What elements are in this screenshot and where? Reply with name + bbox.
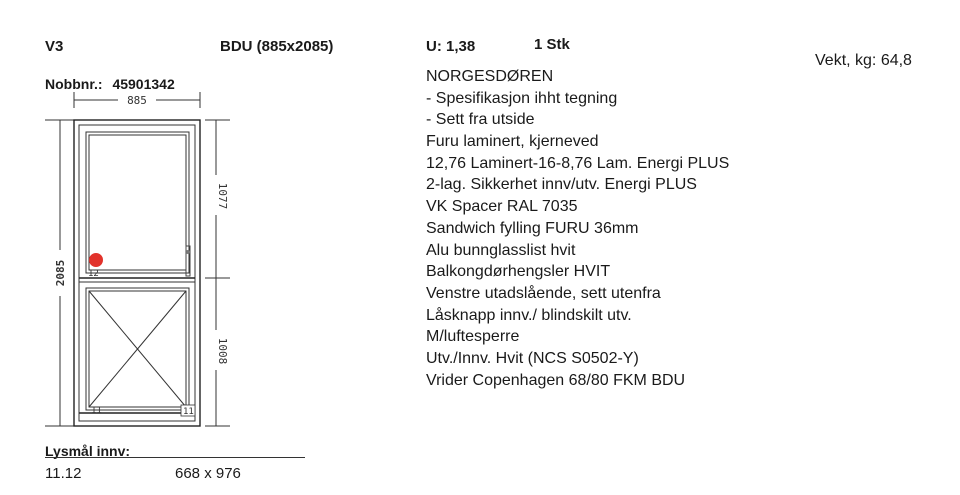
spec-line: Alu bunnglasslist hvit: [426, 241, 576, 259]
bottom-left-code: 11: [91, 406, 102, 416]
clear-opening-title: Lysmål innv:: [45, 443, 131, 459]
width-label: 885: [127, 94, 147, 107]
upper-section-label: 1077: [216, 182, 229, 210]
product-title: BDU (885x2085): [220, 38, 334, 55]
height-dimension: [45, 120, 74, 426]
door-drawing: [0, 0, 330, 440]
spec-line: Vrider Copenhagen 68/80 FKM BDU: [426, 371, 686, 389]
spec-line: - Spesifikasjon ihht tegning: [426, 89, 618, 107]
position-code: V3: [45, 38, 64, 55]
spec-line: Venstre utadslående, sett utenfra: [426, 284, 661, 302]
spec-line: Utv./Innv. Hvit (NCS S0502-Y): [426, 349, 639, 367]
spec-line: Furu laminert, kjerneved: [426, 133, 599, 151]
marker-label: 12: [88, 269, 99, 279]
height-label: 2085: [54, 259, 67, 287]
spec-line: VK Spacer RAL 7035: [426, 198, 578, 216]
quantity: 1 Stk: [534, 36, 570, 53]
spec-line: M/luftesperre: [426, 328, 520, 346]
spec-line: - Sett fra utside: [426, 111, 535, 129]
marker-dot-icon: [89, 253, 103, 267]
spec-line: 2-lag. Sikkerhet innv/utv. Energi PLUS: [426, 176, 697, 194]
width-dimension: [74, 92, 200, 108]
specification-list: [426, 66, 729, 391]
section-dimensions: [205, 120, 230, 426]
spec-line: 12,76 Laminert-16-8,76 Lam. Energi PLUS: [426, 154, 730, 172]
spec-line: NORGESDØREN: [426, 68, 554, 85]
clear-opening-size: 668 x 976: [175, 465, 241, 482]
lower-section-label: 1008: [216, 337, 229, 365]
u-value: U: 1,38: [426, 38, 476, 55]
clear-opening-rule: [45, 457, 305, 458]
spec-line: Låsknapp innv./ blindskilt utv.: [426, 306, 632, 324]
spec-line: Sandwich fylling FURU 36mm: [426, 219, 639, 237]
spec-line: Balkongdørhengsler HVIT: [426, 263, 611, 281]
clear-opening-code: 11.12: [45, 465, 82, 482]
nobb-label: Nobbnr.:: [45, 76, 103, 92]
nobb-number: 45901342: [112, 76, 175, 92]
bottom-right-code: 11: [183, 407, 194, 417]
weight: Vekt, kg: 64,8: [815, 52, 912, 69]
